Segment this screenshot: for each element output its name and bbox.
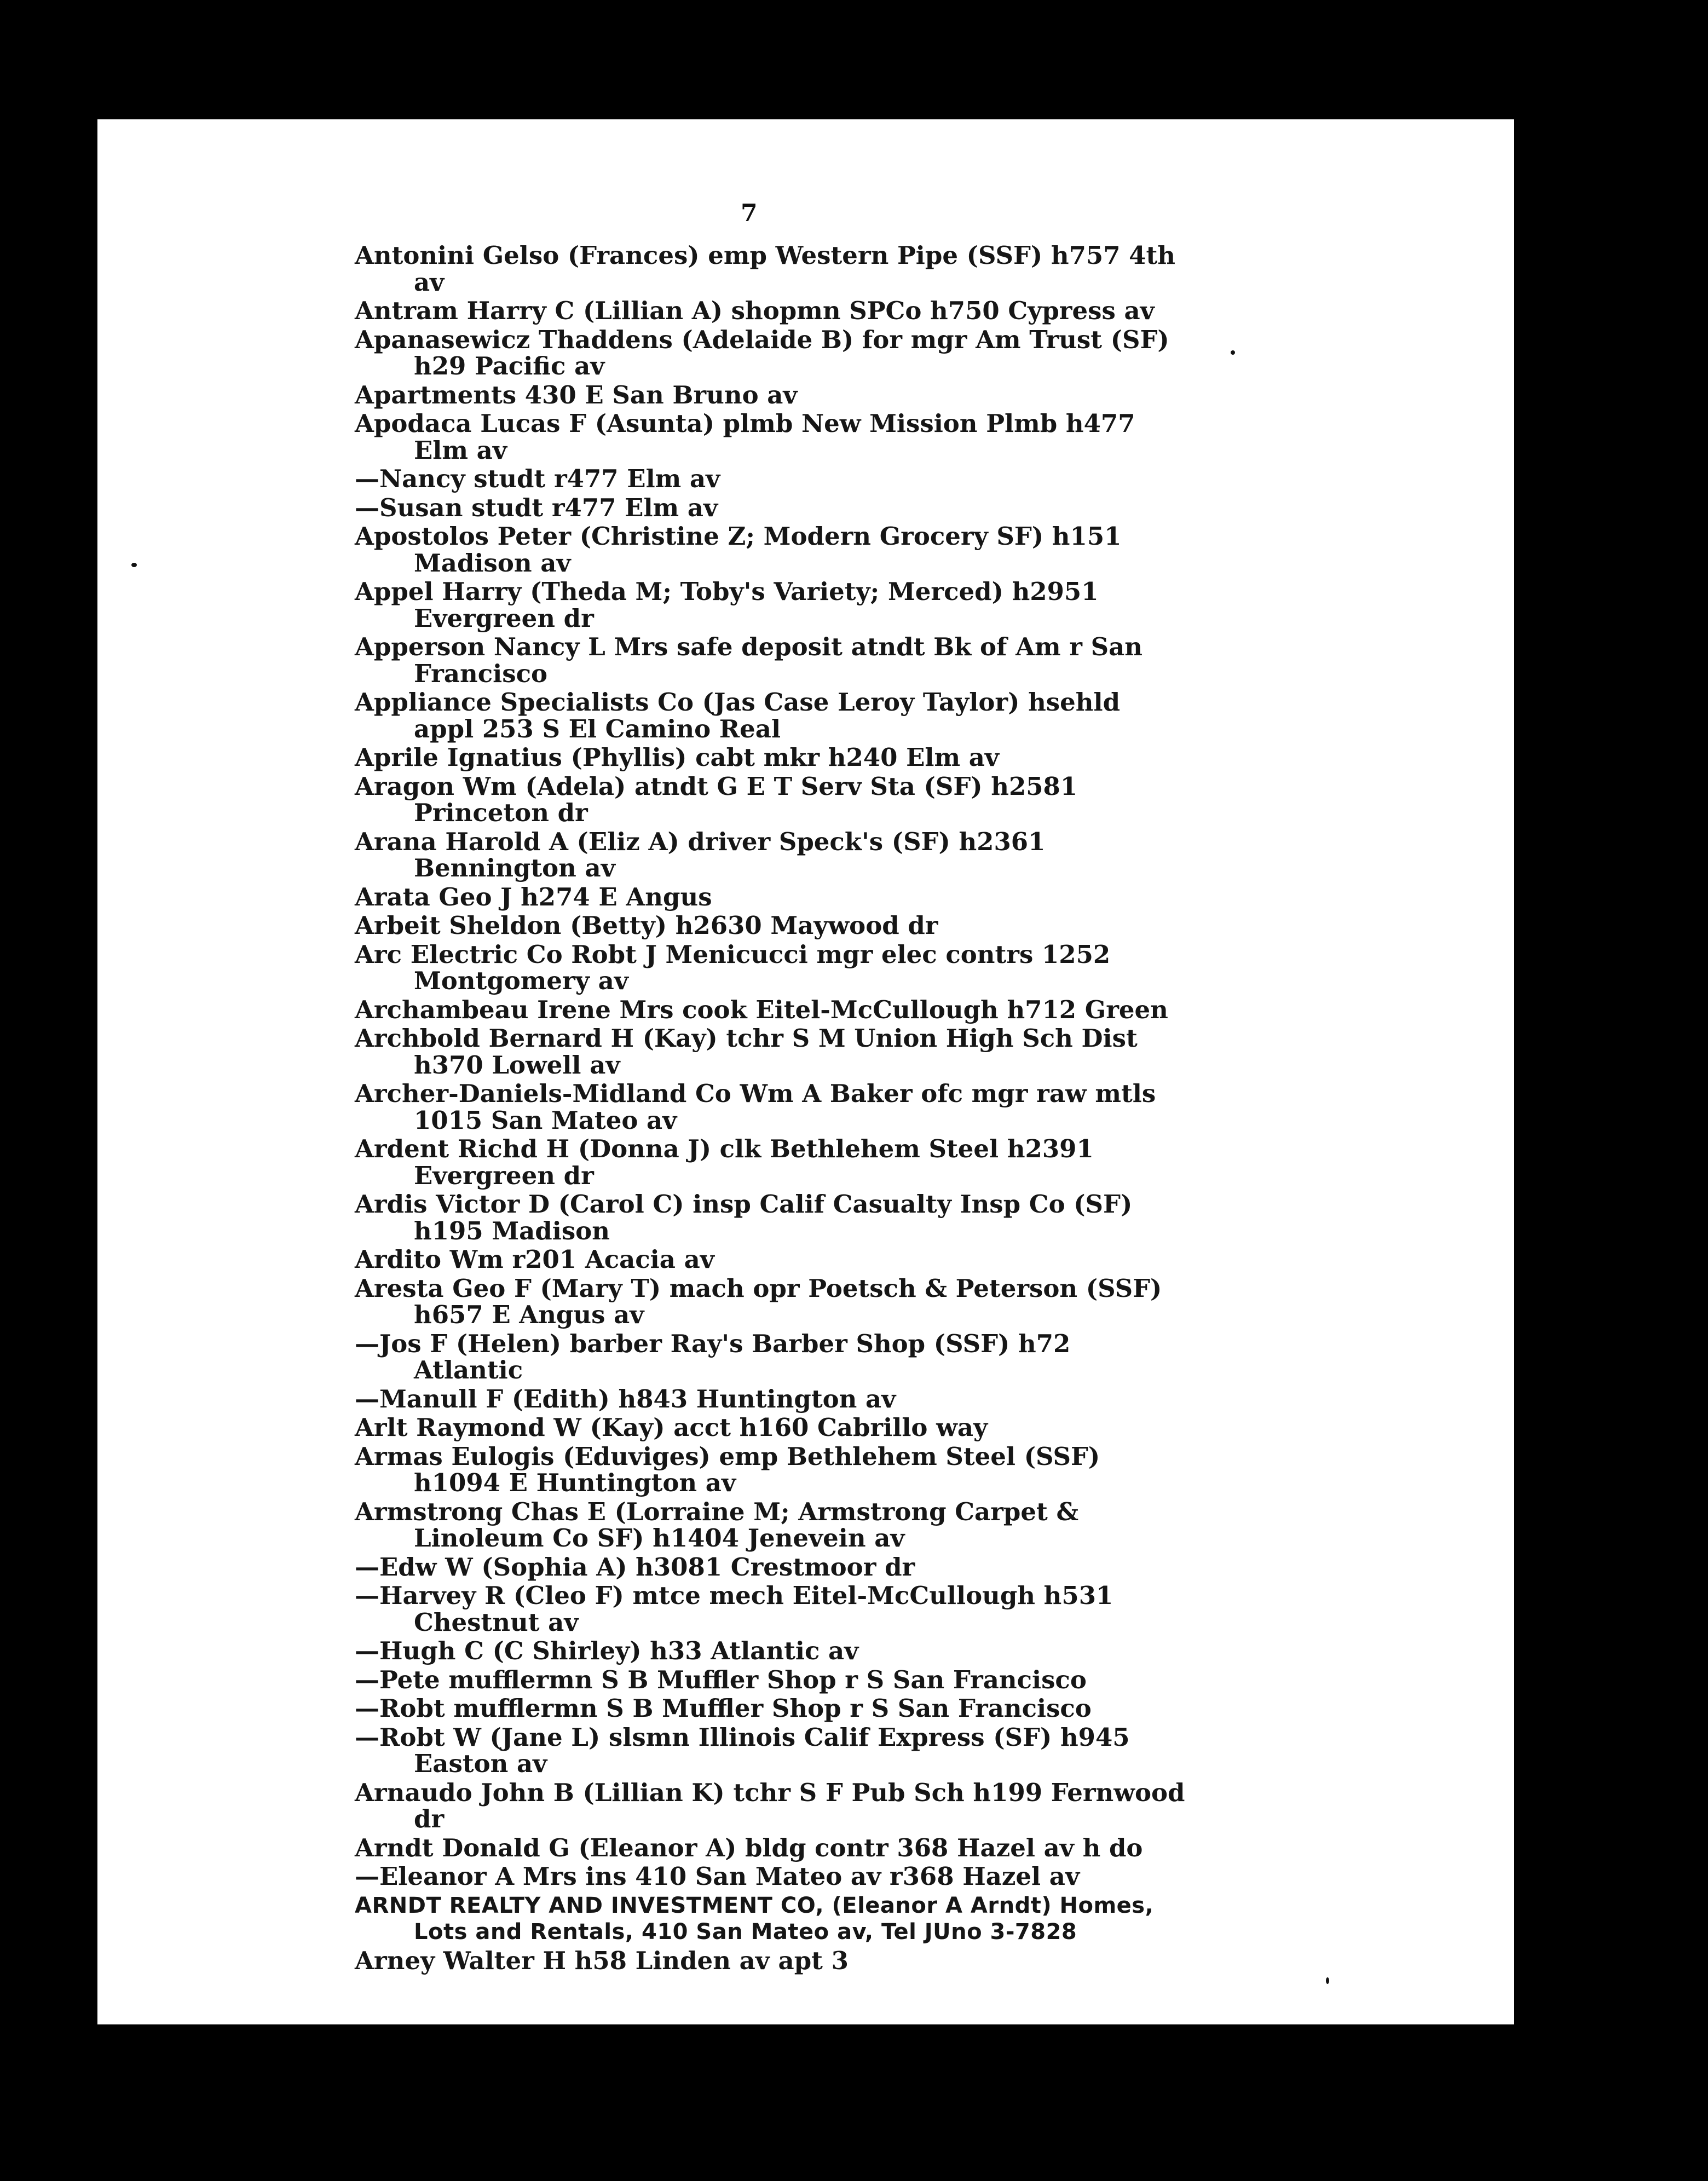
directory-entry: Arc Electric Co Robt J Menicucci mgr elec contrs 1252 Montgomery av: [355, 939, 1111, 995]
directory-entry: —Edw W (Sophia A) h3081 Crestmoor dr: [355, 1552, 915, 1582]
directory-entry: Arata Geo J h274 E Angus: [355, 882, 712, 911]
directory-entry: Antram Harry C (Lillian A) shopmn SPCo h750 Cypress av: [355, 296, 1155, 325]
directory-entry: —Robt W (Jane L) slsmn Illinois Calif Express (SF) h945 Easton av: [355, 1722, 1130, 1778]
directory-entry: Ardis Victor D (Carol C) insp Calif Casualty Insp Co (SF) h195 Madison: [355, 1190, 1133, 1245]
scan-speck: [1326, 1977, 1329, 1984]
directory-entry: Appliance Specialists Co (Jas Case Leroy Taylor) hsehld appl 253 S El Camino Real: [355, 688, 1121, 743]
directory-entry: —Harvey R (Cleo F) mtce mech Eitel-McCullough h531 Chestnut av: [355, 1581, 1113, 1637]
scan-speck: [131, 563, 137, 567]
directory-entry: ARNDT REALTY AND INVESTMENT CO, (Eleanor A Arndt) Homes, Lots and Rentals, 410 San Mateo av, Tel JUno 3-7828: [355, 1892, 1154, 1945]
directory-entry: Armstrong Chas E (Lorraine M; Armstrong Carpet & Linoleum Co SF) h1404 Jenevein av: [355, 1497, 1079, 1553]
directory-entry: —Nancy studt r477 Elm av: [355, 464, 720, 493]
directory-entry: Arlt Raymond W (Kay) acct h160 Cabrillo way: [355, 1413, 988, 1442]
directory-entry: Aprile Ignatius (Phyllis) cabt mkr h240 Elm av: [355, 743, 1000, 772]
page-number: 7: [741, 199, 758, 227]
directory-entry: Apostolos Peter (Christine Z; Modern Grocery SF) h151 Madison av: [355, 522, 1122, 578]
scan-speck: [1231, 350, 1235, 355]
directory-entry: Aragon Wm (Adela) atndt G E T Serv Sta (SF) h2581 Princeton dr: [355, 771, 1078, 827]
directory-entry: Ardent Richd H (Donna J) clk Bethlehem Steel h2391 Evergreen dr: [355, 1134, 1094, 1190]
directory-page: [97, 119, 1514, 2024]
directory-entry: Arney Walter H h58 Linden av apt 3: [355, 1946, 849, 1975]
directory-entry: —Susan studt r477 Elm av: [355, 493, 718, 522]
directory-entry: Apartments 430 E San Bruno av: [355, 380, 798, 409]
directory-entry: Appel Harry (Theda M; Toby's Variety; Merced) h2951 Evergreen dr: [355, 577, 1099, 633]
directory-entry: Archambeau Irene Mrs cook Eitel-McCullough h712 Green: [355, 995, 1168, 1024]
directory-entry: Archbold Bernard H (Kay) tchr S M Union High Sch Dist h370 Lowell av: [355, 1024, 1138, 1080]
directory-entry: Ardito Wm r201 Acacia av: [355, 1245, 714, 1274]
directory-entry: Arbeit Sheldon (Betty) h2630 Maywood dr: [355, 911, 938, 940]
directory-entry: —Pete mufflermn S B Muffler Shop r S San Francisco: [355, 1665, 1087, 1694]
directory-entry: Antonini Gelso (Frances) emp Western Pipe (SSF) h757 4th av: [355, 241, 1175, 297]
directory-entry: Arnaudo John B (Lillian K) tchr S F Pub Sch h199 Fernwood dr: [355, 1778, 1185, 1833]
directory-entry: Aresta Geo F (Mary T) mach opr Poetsch & Peterson (SSF) h657 E Angus av: [355, 1273, 1162, 1329]
directory-entry: —Hugh C (C Shirley) h33 Atlantic av: [355, 1636, 859, 1665]
directory-entry: —Manull F (Edith) h843 Huntington av: [355, 1384, 896, 1413]
directory-entry: Apodaca Lucas F (Asunta) plmb New Mission Plmb h477 Elm av: [355, 409, 1135, 465]
directory-entry: —Robt mufflermn S B Muffler Shop r S San Francisco: [355, 1694, 1092, 1723]
directory-entry: Arana Harold A (Eliz A) driver Speck's (SF) h2361 Bennington av: [355, 827, 1046, 882]
directory-entry: Arndt Donald G (Eleanor A) bldg contr 368 Hazel av h do: [355, 1833, 1143, 1862]
directory-entry: Archer-Daniels-Midland Co Wm A Baker ofc mgr raw mtls 1015 San Mateo av: [355, 1079, 1156, 1135]
directory-entry: —Eleanor A Mrs ins 410 San Mateo av r368 Hazel av: [355, 1862, 1080, 1891]
directory-entry: Apperson Nancy L Mrs safe deposit atndt Bk of Am r San Francisco: [355, 632, 1143, 688]
directory-listing: [355, 243, 1187, 1976]
directory-entry: Apanasewicz Thaddens (Adelaide B) for mgr Am Trust (SF) h29 Pacific av: [355, 325, 1169, 380]
directory-entry: —Jos F (Helen) barber Ray's Barber Shop (SSF) h72 Atlantic: [355, 1329, 1071, 1384]
directory-entry: Armas Eulogis (Eduviges) emp Bethlehem Steel (SSF) h1094 E Huntington av: [355, 1441, 1100, 1497]
